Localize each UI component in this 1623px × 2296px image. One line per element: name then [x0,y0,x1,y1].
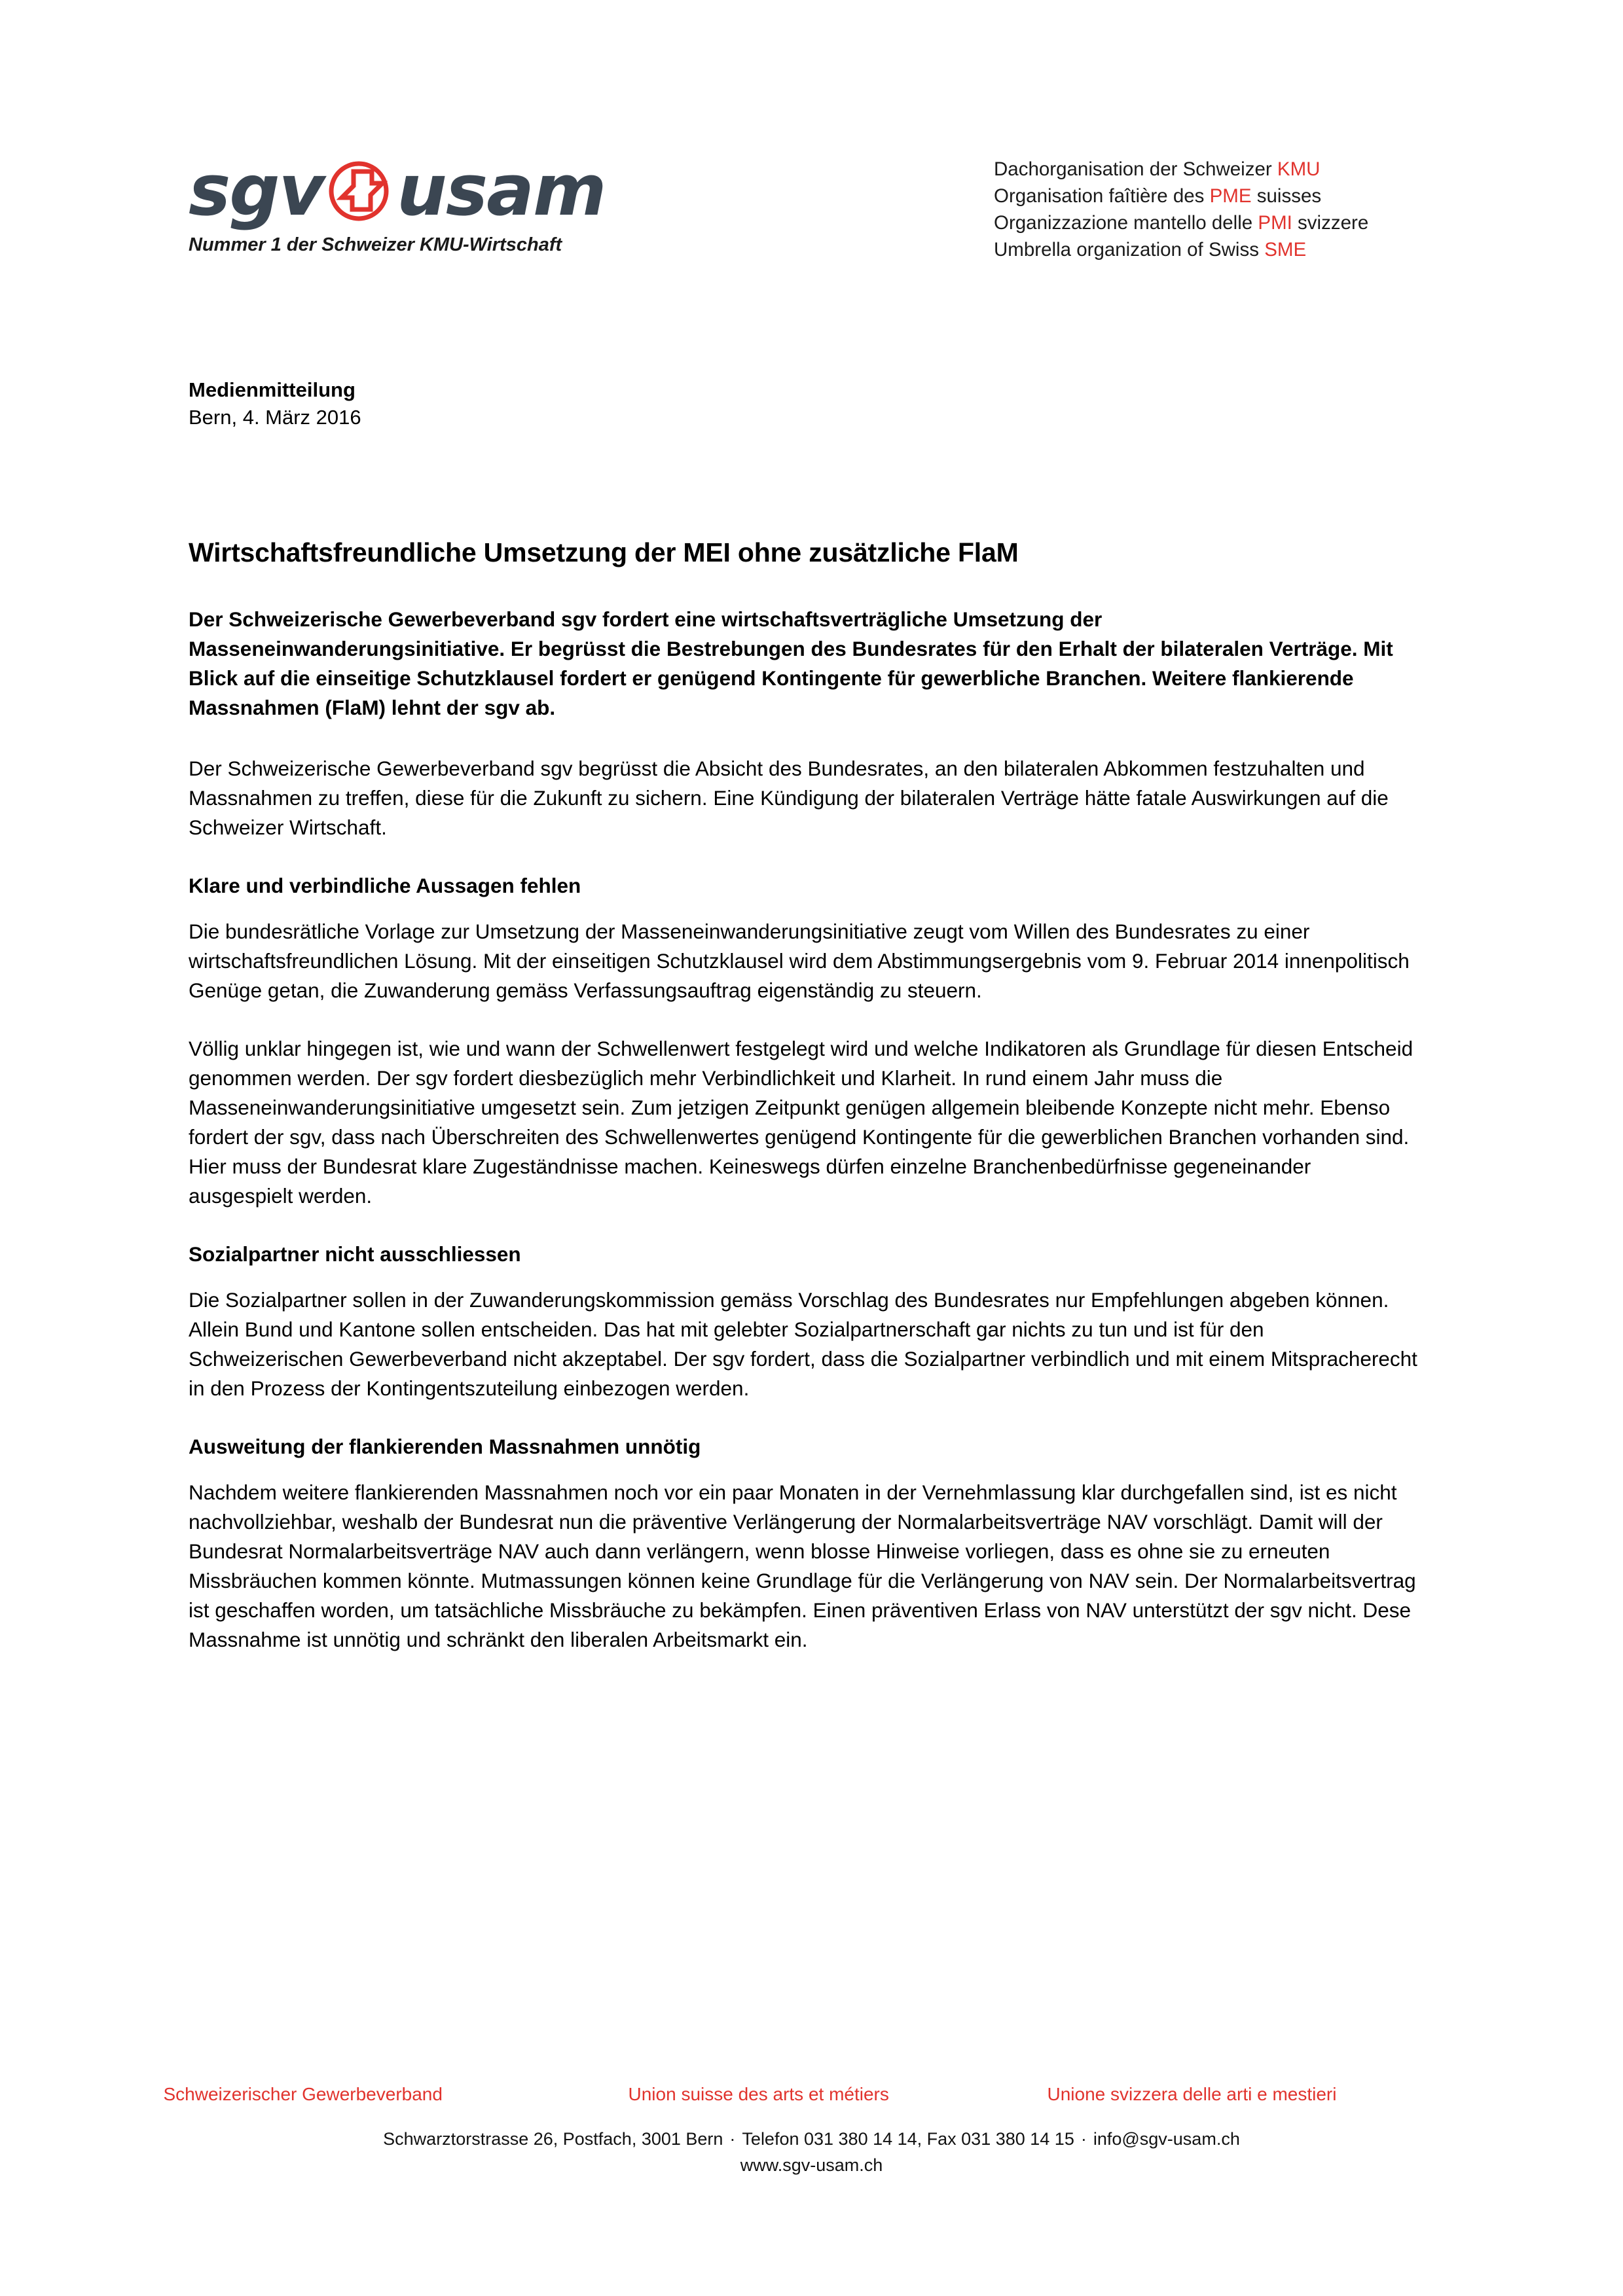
section-heading: Sozialpartner nicht ausschliessen [189,1242,521,1266]
footer-name-de: Schweizerischer Gewerbeverband [163,2084,443,2104]
sgv-usam-logo [189,150,606,256]
org-line-de-highlight: KMU [1277,158,1321,180]
logo-tagline: Nummer 1 der Schweizer KMU-Wirtschaft [189,234,562,255]
org-line-it-prefix: Organizzazione mantello delle [994,212,1258,234]
section-sozialpartner [189,1240,1426,1403]
footer-name-fr: Union suisse des arts et métiers [628,2084,889,2104]
place-date: Bern, 4. März 2016 [189,406,361,429]
section-paragraph: Nachdem weitere flankierenden Massnahmen noch vor ein paar Monaten in der Vernehmlassung klar durchgefallen sind, ist es nicht nachvollziehbar, weshalb der Bundesrat nun die präventive Verlängerung der Normalarbeitsverträge NAV vorschlägt. Damit will der Bundesrat Normalarbeitsverträge NAV auch dann verlängern, wenn blosse Hinweise vorliegen, dass es ohne sie zu erneuten Missbräuchen kommen könnte. Mutmassungen können keine Grundlage für die Verlängerung von NAV sein. Der Normalarbeitsvertrag ist geschaffen worden, um tatsächliche Missbräuche zu bekämpfen. Einen präventiven Erlass von NAV unterstützt der sgv nicht. Dese Massnahme ist unnötig und schränkt den liberalen Arbeitsmarkt ein. [189,1480,1416,1651]
logo-text-usam: usam [397,150,606,232]
footer-website[interactable]: www.sgv-usam.ch [740,2155,883,2175]
document-footer [0,2084,1623,2178]
logo-text-sgv: sgv [189,150,323,232]
section-heading: Ausweitung der flankierenden Massnahmen unnötig [189,1435,701,1458]
org-line-fr-prefix: Organisation faîtière des [994,185,1210,207]
section-paragraph: Die Sozialpartner sollen in der Zuwanderungskommission gemäss Vorschlag des Bundesrates nur Empfehlungen abgeben können. Allein Bund und Kantone sollen entscheiden. Das hat mit gelebter Sozialpartnerschaft gar nichts zu tun und ist für den Schweizerischen Gewerbeverband nicht akzeptabel. Der sgv fordert, dass die Sozialpartner verbindlich und mit einem Mitspracherecht in den Prozess der Kontingentszuteilung einbezogen werden. [189,1288,1417,1400]
section-ausweitung-flam [189,1432,1426,1655]
footer-contact-line [0,2126,1623,2178]
org-line-it-suffix: svizzere [1292,212,1369,234]
footer-phone-fax: Telefon 031 380 14 14, Fax 031 380 14 15 [742,2129,1074,2149]
org-line-it-highlight: PMI [1258,212,1292,234]
document-body [189,535,1426,1683]
swiss-cross-arrow-icon [325,157,393,225]
org-line-de [994,156,1368,183]
footer-separator: · [1080,2129,1087,2149]
section-heading: Klare und verbindliche Aussagen fehlen [189,874,581,897]
org-line-en-prefix: Umbrella organization of Swiss [994,239,1265,260]
footer-separator: · [729,2129,736,2149]
org-line-fr [994,183,1368,209]
document-meta [189,376,361,431]
organization-descriptor [994,156,1368,263]
section-paragraph: Völlig unklar hingegen ist, wie und wann der Schwellenwert festgelegt wird und welche Indikatoren als Grundlage für diesen Entscheid genommen werden. Der sgv fordert diesbezüglich mehr Verbindlichkeit und Klarheit. In rund einem Jahr muss die Masseneinwanderungsinitiative umgesetzt sein. Zum jetzigen Zeitpunkt genügen allgemein bleibende Konzepte nicht mehr. Ebenso fordert der sgv, dass nach Überschreiten des Schwellenwertes genügend Kontingente für die gewerblichen Branchen vorhanden sind. Hier muss der Bundesrat klare Zugeständnisse machen. Keineswegs dürfen einzelne Branchenbedürfnisse gegeneinander ausgespielt werden. [189,1037,1413,1208]
intro-paragraph: Der Schweizerische Gewerbeverband sgv begrüsst die Absicht des Bundesrates, an den bilateralen Abkommen festzuhalten und Massnahmen zu treffen, diese für die Zukunft zu sichern. Eine Kündigung der bilateralen Verträge hätte fatale Auswirkungen auf die Schweizer Wirtschaft. [189,757,1389,839]
logo-wordmark [189,150,606,232]
org-line-fr-highlight: PME [1209,185,1252,207]
lead-paragraph: Der Schweizerische Gewerbeverband sgv fordert eine wirtschaftsverträgliche Umsetzung der Masseneinwanderungsinitiative. Er begrüsst die Bestrebungen des Bundesrates für den Erhalt der bilateralen Verträge. Mit Blick auf die einseitige Schutzklausel fordert er genügend Kontingente für gewerbliche Branchen. Weitere flankierende Massnahmen (FlaM) lehnt der sgv ab. [189,607,1393,719]
org-line-fr-suffix: suisses [1251,185,1322,207]
section-paragraph: Die bundesrätliche Vorlage zur Umsetzung der Masseneinwanderungsinitiative zeugt vom Willen des Bundesrates zu einer wirtschaftsfreundlichen Lösung. Mit der einseitigen Schutzklausel wird dem Abstimmungsergebnis vom 9. Februar 2014 innenpolitisch Genüge getan, die Zuwanderung gemäss Verfassungsauftrag eigenständig zu steuern. [189,920,1410,1002]
document-header [0,0,1623,308]
page-title: Wirtschaftsfreundliche Umsetzung der MEI ohne zusätzliche FlaM [189,537,1019,567]
footer-name-it: Unione svizzera delle arti e mestieri [1047,2084,1337,2104]
footer-language-names [164,2084,1460,2114]
section-klare-aussagen [189,871,1426,1211]
footer-address: Schwarztorstrasse 26, Postfach, 3001 Bern [383,2129,723,2149]
footer-email[interactable]: info@sgv-usam.ch [1093,2129,1240,2149]
org-line-en [994,236,1368,263]
org-line-en-highlight: SME [1264,239,1307,260]
org-line-it [994,209,1368,236]
org-line-de-prefix: Dachorganisation der Schweizer [994,158,1277,180]
document-type-label: Medienmitteilung [189,378,356,401]
